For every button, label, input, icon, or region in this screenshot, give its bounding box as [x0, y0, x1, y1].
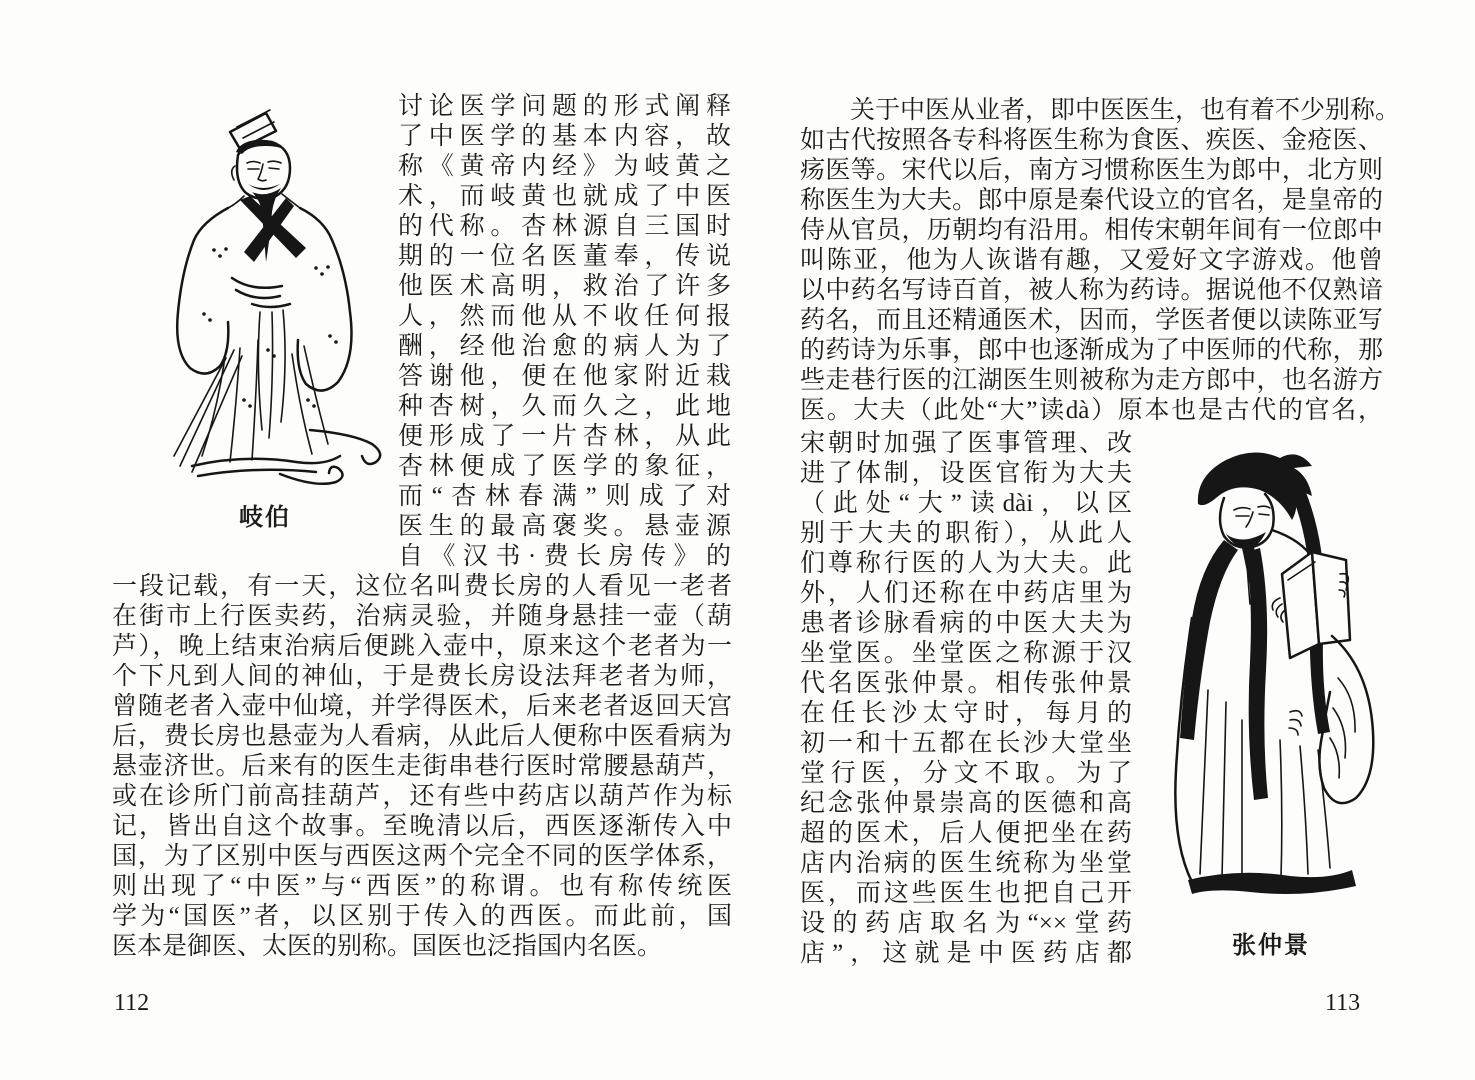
text-line: 店”，这就是中医药店都: [800, 940, 1132, 967]
text-line: 答谢他，便在他家附近栽: [398, 363, 731, 390]
text-line: 宋朝时加强了医事管理、改: [800, 430, 1132, 457]
text-line: 医本是御医、太医的别称。国医也泛指国内名医。: [112, 933, 663, 960]
text-line: 讨论医学问题的形式阐释: [398, 93, 731, 120]
text-line: 而“杏林春满”则成了对: [398, 483, 731, 510]
text-line: 进了体制，设医官衔为大夫: [800, 460, 1132, 487]
text-line: 悬壶济世。后来有的医生走街串巷行医时常腰悬葫芦，: [112, 753, 732, 780]
text-line: 堂行医，分文不取。为了: [800, 760, 1132, 787]
right-column-text: [800, 429, 1132, 969]
text-line: 设的药店取名为“××堂药: [800, 910, 1132, 937]
text-line: 疡医等。宋代以后，南方习惯称医生为郎中，北方则: [800, 157, 1383, 184]
text-line: 侍从官员，历朝均有沿用。相传宋朝年间有一位郎中: [800, 217, 1383, 244]
text-line: 纪念张仲景崇高的医德和高: [800, 790, 1132, 817]
text-line: 叫陈亚，他为人诙谐有趣，又爱好文字游戏。他曾: [800, 247, 1383, 274]
text-line: 的代称。杏林源自三国时: [398, 213, 731, 240]
right-page: [737, 0, 1475, 1080]
qibo-illustration: [140, 100, 390, 490]
text-line: 术，而岐黄也就成了中医: [398, 183, 731, 210]
text-line: 种杏树，久而久之，此地: [398, 393, 731, 420]
text-line: 坐堂医。坐堂医之称源于汉: [800, 640, 1132, 667]
right-full-text: [800, 96, 1401, 426]
text-line: 外，人们还称在中药店里为: [800, 580, 1132, 607]
text-line: （此处“大”读dài，以区: [800, 490, 1132, 517]
text-line: 患者诊脉看病的中医大夫为: [800, 610, 1132, 637]
text-line: 曾随老者入壶中仙境，并学得医术，后来老者返回天宫: [112, 693, 732, 720]
text-line: 自《汉书·费长房传》的: [398, 543, 731, 570]
text-line: 医生的最高褒奖。悬壶源: [398, 513, 731, 540]
left-page-number: 112: [114, 990, 150, 1016]
text-line: 期的一位名医董奉，传说: [398, 243, 731, 270]
qibo-line-drawing: [140, 100, 390, 490]
text-line: 些走巷行医的江湖医生则被称为走方郎中，也名游方: [800, 367, 1383, 394]
text-line: 代名医张仲景。相传张仲景: [800, 670, 1132, 697]
text-line: 了中医学的基本内容，故: [398, 123, 731, 150]
text-line: 在街市上行医卖药，治病灵验，并随身悬挂一壶（葫: [112, 603, 732, 630]
text-line: 或在诊所门前高挂葫芦，还有些中药店以葫芦作为标: [112, 783, 732, 810]
text-line: 杏林便成了医学的象征，: [398, 453, 731, 480]
left-full-text: [112, 572, 732, 962]
text-line: 店内治病的医生统称为坐堂: [800, 850, 1132, 877]
text-line: 后，费长房也悬壶为人看病，从此后人便称中医看病为: [112, 723, 732, 750]
text-line: 人，然而他从不收任何报: [398, 303, 731, 330]
text-line: 医，而这些医生也把自己开: [800, 880, 1132, 907]
text-line: 关于中医从业者，即中医医生，也有着不少别称。: [800, 97, 1401, 124]
zhangzhongjing-illustration: [1142, 440, 1400, 905]
text-line: 个下凡到人间的神仙，于是费长房设法拜老者为师，: [112, 663, 732, 690]
zhangzhongjing-caption: 张仲景: [1232, 932, 1310, 959]
text-line: 便形成了一片杏林，从此: [398, 423, 731, 450]
text-line: 国，为了区别中医与西医这两个完全不同的医学体系，: [112, 843, 732, 870]
zhangzhongjing-line-drawing: [1142, 440, 1400, 905]
text-line: 称《黄帝内经》为岐黄之: [398, 153, 731, 180]
text-line: 以中药名写诗百首，被人称为药诗。据说他不仅熟谙: [800, 277, 1383, 304]
right-page-number: 113: [1325, 990, 1361, 1016]
text-line: 学为“国医”者，以区别于传入的西医。而此前，国: [112, 903, 732, 930]
text-line: 医。大夫（此处“大”读dà）原本也是古代的官名，: [800, 397, 1383, 424]
text-line: 别于大夫的职衔），从此人: [800, 520, 1132, 547]
text-line: 芦），晚上结束治病后便跳入壶中，原来这个老者为一: [112, 633, 732, 660]
text-line: 在任长沙太守时，每月的: [800, 700, 1132, 727]
text-line: 他医术高明，救治了许多: [398, 273, 731, 300]
text-line: 的药诗为乐事，郎中也逐渐成为了中医师的代称，那: [800, 337, 1383, 364]
text-line: 酬，经他治愈的病人为了: [398, 333, 731, 360]
qibo-caption: 岐伯: [239, 504, 291, 531]
text-line: 如古代按照各专科将医生称为食医、疾医、金疮医、: [800, 127, 1383, 154]
text-line: 记，皆出自这个故事。至晚清以后，西医逐渐传入中: [112, 813, 732, 840]
text-line: 初一和十五都在长沙大堂坐: [800, 730, 1132, 757]
left-page: [0, 0, 737, 1080]
text-line: 则出现了“中医”与“西医”的称谓。也有称传统医: [112, 873, 732, 900]
left-column-text: [398, 92, 731, 572]
text-line: 超的医术，后人便把坐在药: [800, 820, 1132, 847]
text-line: 药名，而且还精通医术，因而，学医者便以读陈亚写: [800, 307, 1383, 334]
text-line: 们尊称行医的人为大夫。此: [800, 550, 1132, 577]
text-line: 称医生为大夫。郎中原是秦代设立的官名，是皇帝的: [800, 187, 1383, 214]
text-line: 一段记载，有一天，这位名叫费长房的人看见一老者: [112, 573, 732, 600]
